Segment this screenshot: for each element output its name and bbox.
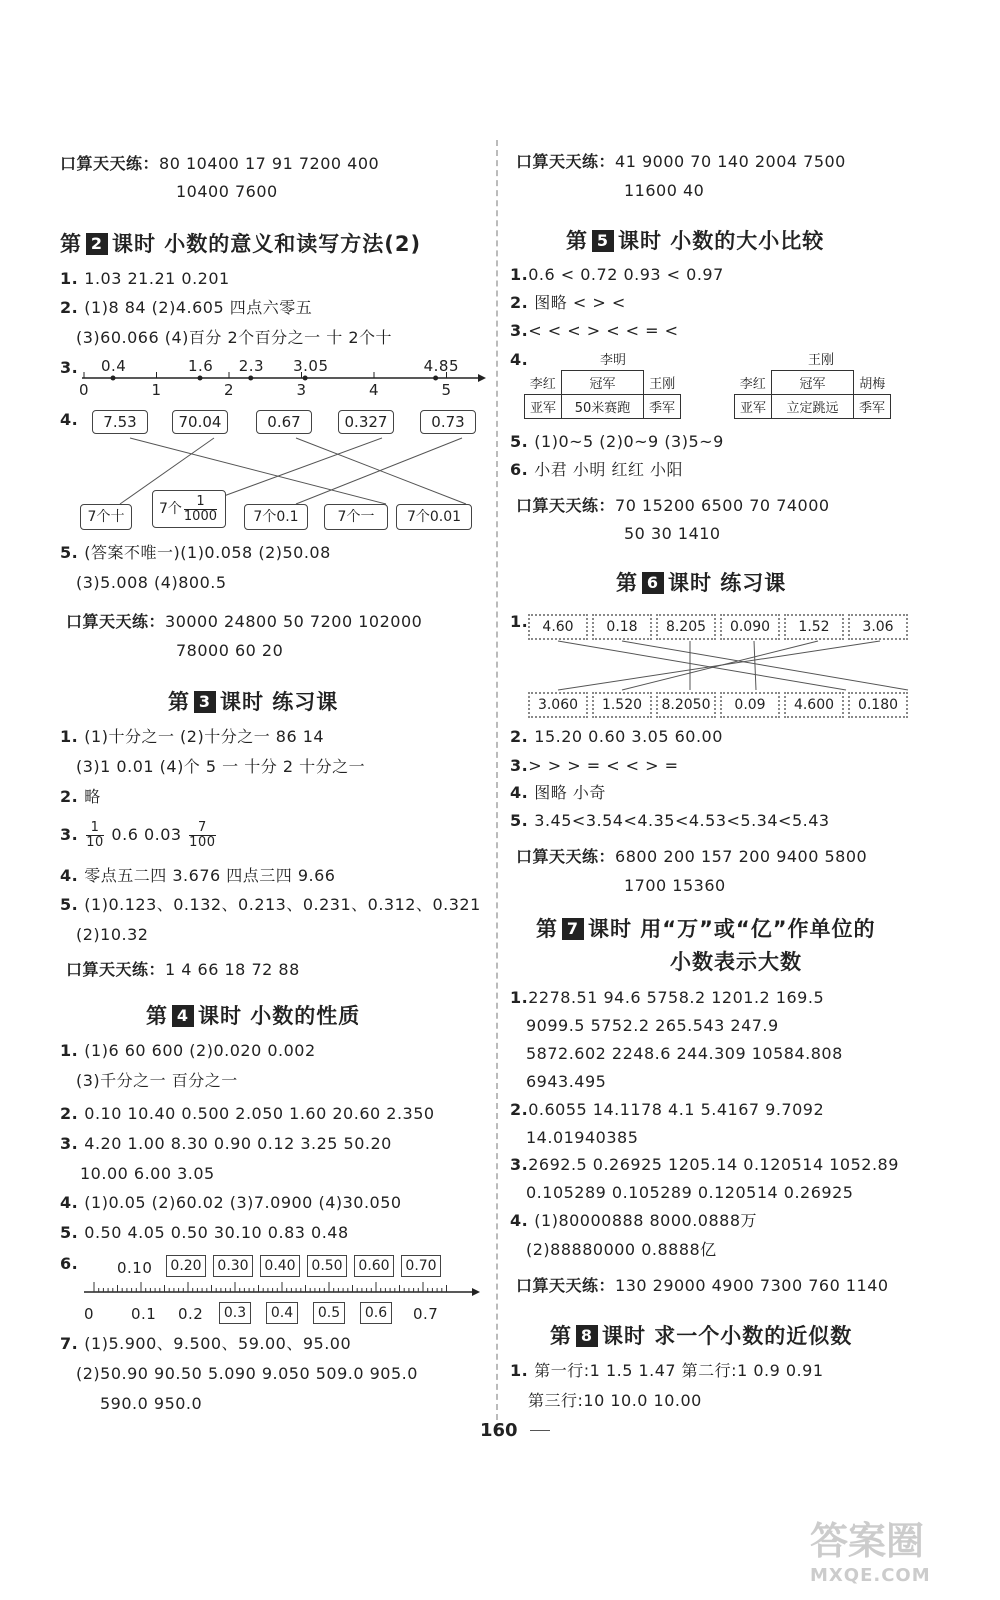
fraction-1-1000 (184, 495, 217, 524)
l5-q4-label: 4. (510, 350, 529, 369)
oral-practice-1: 口算天天练：80 10400 17 91 7200 400 (60, 154, 380, 173)
top-stamp-value: 0.090 (720, 614, 780, 640)
bottom-stamp-value: 3.060 (528, 692, 588, 718)
denominator: 1000 (183, 508, 217, 524)
l5-q3: 3.< < < > < < = < (510, 321, 679, 340)
point-label: 1.6 (188, 357, 214, 375)
top-stamp-value: 8.205 (656, 614, 716, 640)
ruler-bottom-label: 0.2 (178, 1305, 204, 1323)
answer-box-thousandth (152, 490, 226, 528)
answer-box-tenths: 7个0.1 (244, 504, 308, 530)
l6-q2: 2. 15.20 0.60 3.05 60.00 (510, 727, 723, 746)
candy-value-box: 70.04 (172, 410, 228, 434)
l2-q3-label: 3. (60, 358, 79, 377)
answer-box-ones: 7个一 (324, 504, 388, 530)
l4-q3b: 10.00 6.00 3.05 (80, 1164, 215, 1183)
axis-tick-label: 1 (151, 381, 162, 399)
l7-q1a: 1.2278.51 94.6 5758.2 1201.2 169.5 (510, 988, 825, 1007)
oral-practice-2: 口算天天练：30000 24800 50 7200 102000 (66, 612, 423, 631)
lesson-3-title: 第 3 课时 练习课 (168, 690, 339, 714)
l4-q7a: 7. (1)5.900、9.500、59.00、95.00 (60, 1334, 352, 1353)
lesson-2-title: 第 2 课时 小数的意义和读写方法(2) (60, 232, 422, 256)
watermark-logo: 答案圈 MXQE.COM (810, 1519, 931, 1586)
axis-tick-label: 3 (296, 381, 307, 399)
ruler-bottom-box: 0.5 (313, 1302, 345, 1324)
l8-q1a: 1. 第一行:1 1.5 1.47 第二行:1 0.9 0.91 (510, 1361, 824, 1380)
page-number-dash (530, 1430, 550, 1431)
ruler-top-box: 0.40 (260, 1255, 300, 1277)
ruler-top-box: 0.20 (166, 1255, 206, 1277)
ruler-bottom-box: 0.4 (266, 1302, 298, 1324)
l3-q5b: (2)10.32 (76, 925, 149, 944)
l4-q3a: 3. 4.20 1.00 8.30 0.90 0.12 3.25 50.20 (60, 1134, 392, 1153)
ruler-top-box: 0.70 (401, 1255, 441, 1277)
oral-practice-3: 口算天天练：1 4 66 18 72 88 (66, 960, 300, 979)
oral-practice-2-line2: 78000 60 20 (176, 641, 284, 660)
oral-practice-r4: 口算天天练：130 29000 4900 7300 760 1140 (516, 1276, 889, 1295)
ruler-number-line-q6 (84, 1280, 484, 1302)
ruler-bottom-label: 0.1 (131, 1305, 157, 1323)
answer-box-tens: 7个十 (80, 504, 132, 530)
oral-practice-r1: 口算天天练：41 9000 70 140 2004 7500 (516, 152, 846, 171)
l3-q4: 4. 零点五二四 3.676 四点三四 9.66 (60, 866, 336, 885)
l7-q4a: 4. (1)80000888 8000.0888万 (510, 1211, 757, 1230)
lesson-6-title: 第 6 课时 练习课 (616, 571, 787, 595)
l6-q1-label: 1. (510, 612, 529, 631)
l4-q1b: (3)千分之一 百分之一 (76, 1071, 238, 1090)
oral-practice-r2: 口算天天练：70 15200 6500 70 74000 (516, 496, 830, 515)
ruler-bottom-label: 0 (84, 1305, 95, 1323)
bottom-stamp-value: 1.520 (592, 692, 652, 718)
point-label: 3.05 (293, 357, 329, 375)
l3-q3: 3. $\frac{1}{10}$ 0.6 0.03 $\frac{7}{100}$ (60, 820, 216, 850)
point-label: 2.3 (238, 357, 265, 375)
ranking-table-2: 李红 冠军 胡梅 亚军 立定跳远 季军 (734, 370, 891, 419)
lesson-8-title: 第 8 课时 求一个小数的近似数 (550, 1324, 853, 1348)
top-stamp-value: 1.52 (784, 614, 844, 640)
l6-matching-lines (530, 640, 930, 692)
l2-q4-label: 4. (60, 410, 79, 429)
l4-q7c: 590.0 950.0 (100, 1394, 203, 1413)
oral-practice-r3-line2: 1700 15360 (624, 876, 726, 895)
candy-value-box: 0.327 (338, 410, 394, 434)
bottom-stamp-value: 0.180 (848, 692, 908, 718)
candy-value-box: 0.67 (256, 410, 312, 434)
ruler-top-box: 0.50 (307, 1255, 347, 1277)
fraction-7-100: $\frac{7}{100}$ (189, 820, 216, 850)
l3-q1a: 1. (1)十分之一 (2)十分之一 86 14 (60, 727, 325, 746)
l2-q5a: 5. (答案不唯一)(1)0.058 (2)50.08 (60, 543, 331, 562)
l4-q5: 5. 0.50 4.05 0.50 30.10 0.83 0.48 (60, 1223, 349, 1242)
point-marker (198, 376, 203, 381)
l6-q3: 3.> > > = < < > = (510, 756, 679, 775)
numerator: 1 (184, 495, 217, 510)
fraction-1-10: $\frac{1}{10}$ (86, 820, 104, 850)
axis-tick-label: 2 (224, 381, 235, 399)
oral-practice-r2-line2: 50 30 1410 (624, 524, 721, 543)
ruler-bottom-box: 0.6 (360, 1302, 392, 1324)
point-marker (248, 376, 253, 381)
candy-value-box: 0.73 (420, 410, 476, 434)
top-stamp-value: 3.06 (848, 614, 908, 640)
l5-q6: 6. 小君 小明 红红 小阳 (510, 460, 684, 479)
l7-q2a: 2.0.6055 14.1178 4.1 5.4167 9.7092 (510, 1100, 825, 1119)
l4-q4: 4. (1)0.05 (2)60.02 (3)7.0900 (4)30.050 (60, 1193, 402, 1212)
candy-value-box: 7.53 (92, 410, 148, 434)
lesson-7-title-line2: 小数表示大数 (670, 950, 802, 974)
bottom-stamp-value: 8.2050 (656, 692, 716, 718)
page-number: 160 (480, 1420, 518, 1441)
l8-q1b: 第三行:10 10.0 10.00 (528, 1391, 702, 1410)
l6-q5: 5. 3.45<3.54<4.35<4.53<5.34<5.43 (510, 811, 830, 830)
l7-q3b: 0.105289 0.105289 0.120514 0.26925 (526, 1183, 854, 1202)
table2-head: 王刚 (808, 353, 835, 368)
l4-q1a: 1. (1)6 60 600 (2)0.020 0.002 (60, 1041, 316, 1060)
l7-q1d: 6943.495 (526, 1072, 607, 1091)
bottom-stamp-value: 4.600 (784, 692, 844, 718)
top-stamp-value: 4.60 (528, 614, 588, 640)
point-marker (433, 376, 438, 381)
point-marker (111, 376, 116, 381)
lesson-4-title: 第 4 课时 小数的性质 (146, 1004, 361, 1028)
point-label: 4.85 (423, 357, 460, 375)
l7-q2b: 14.01940385 (526, 1128, 639, 1147)
column-divider (496, 140, 498, 1430)
table1-head: 李明 (600, 353, 627, 368)
l4-q6-label: 6. (60, 1254, 79, 1273)
l6-q4: 4. 图略 小奇 (510, 783, 606, 802)
answer-box-hundredths: 7个0.01 (396, 504, 472, 530)
l2-q2a: 2. (1)8 84 (2)4.605 四点六零五 (60, 298, 313, 317)
ruler-top-box: 0.60 (354, 1255, 394, 1277)
ranking-table-1: 李红 冠军 王刚 亚军 50米赛跑 季军 (524, 370, 681, 419)
l4-q2: 2. 0.10 10.40 0.500 2.050 1.60 20.60 2.350 (60, 1104, 435, 1123)
l7-q3a: 3.2692.5 0.26925 1205.14 0.120514 1052.89 (510, 1155, 899, 1174)
l5-q1: 1.0.6 < 0.72 0.93 < 0.97 (510, 265, 724, 284)
l7-q4b: (2)88880000 0.8888亿 (526, 1240, 717, 1259)
l3-q2: 2. 略 (60, 787, 101, 806)
l5-q2: 2. 图略 < > < (510, 293, 626, 312)
point-label: 0.4 (101, 357, 127, 375)
lesson-7-title: 第 7 课时 用“万”或“亿”作单位的 (536, 917, 876, 941)
l2-q2b: (3)60.066 (4)百分 2个百分之一 十 2个十 (76, 328, 393, 347)
l2-q1: 1. 1.03 21.21 0.201 (60, 269, 230, 288)
l3-q5a: 5. (1)0.123、0.132、0.213、0.231、0.312、0.321 (60, 895, 481, 914)
ruler-top-label: 0.10 (117, 1259, 153, 1277)
l7-q1b: 9099.5 5752.2 265.543 247.9 (526, 1016, 779, 1035)
axis-tick-label: 0 (79, 381, 90, 399)
oral-practice-r3: 口算天天练：6800 200 157 200 9400 5800 (516, 847, 868, 866)
axis-tick-label: 4 (369, 381, 380, 399)
ruler-bottom-box: 0.3 (219, 1302, 251, 1324)
l7-q1c: 5872.602 2248.6 244.309 10584.808 (526, 1044, 843, 1063)
q4-matching-lines (90, 436, 490, 508)
l2-q5b: (3)5.008 (4)800.5 (76, 573, 227, 592)
l3-q1b: (3)1 0.01 (4)个 5 一 十分 2 十分之一 (76, 757, 366, 776)
answer-prefix: 7个 (158, 501, 182, 517)
l4-q7b: (2)50.90 90.50 5.090 9.050 509.0 905.0 (76, 1364, 418, 1383)
oral-practice-1-line2: 10400 7600 (176, 182, 278, 201)
ruler-top-box: 0.30 (213, 1255, 253, 1277)
l5-q5: 5. (1)0~5 (2)0~9 (3)5~9 (510, 432, 724, 451)
ruler-bottom-label: 0.7 (413, 1305, 439, 1323)
bottom-stamp-value: 0.09 (720, 692, 780, 718)
oral-practice-r1-line2: 11600 40 (624, 181, 705, 200)
lesson-5-title: 第 5 课时 小数的大小比较 (566, 229, 825, 253)
top-stamp-value: 0.18 (592, 614, 652, 640)
axis-tick-label: 5 (441, 381, 452, 399)
